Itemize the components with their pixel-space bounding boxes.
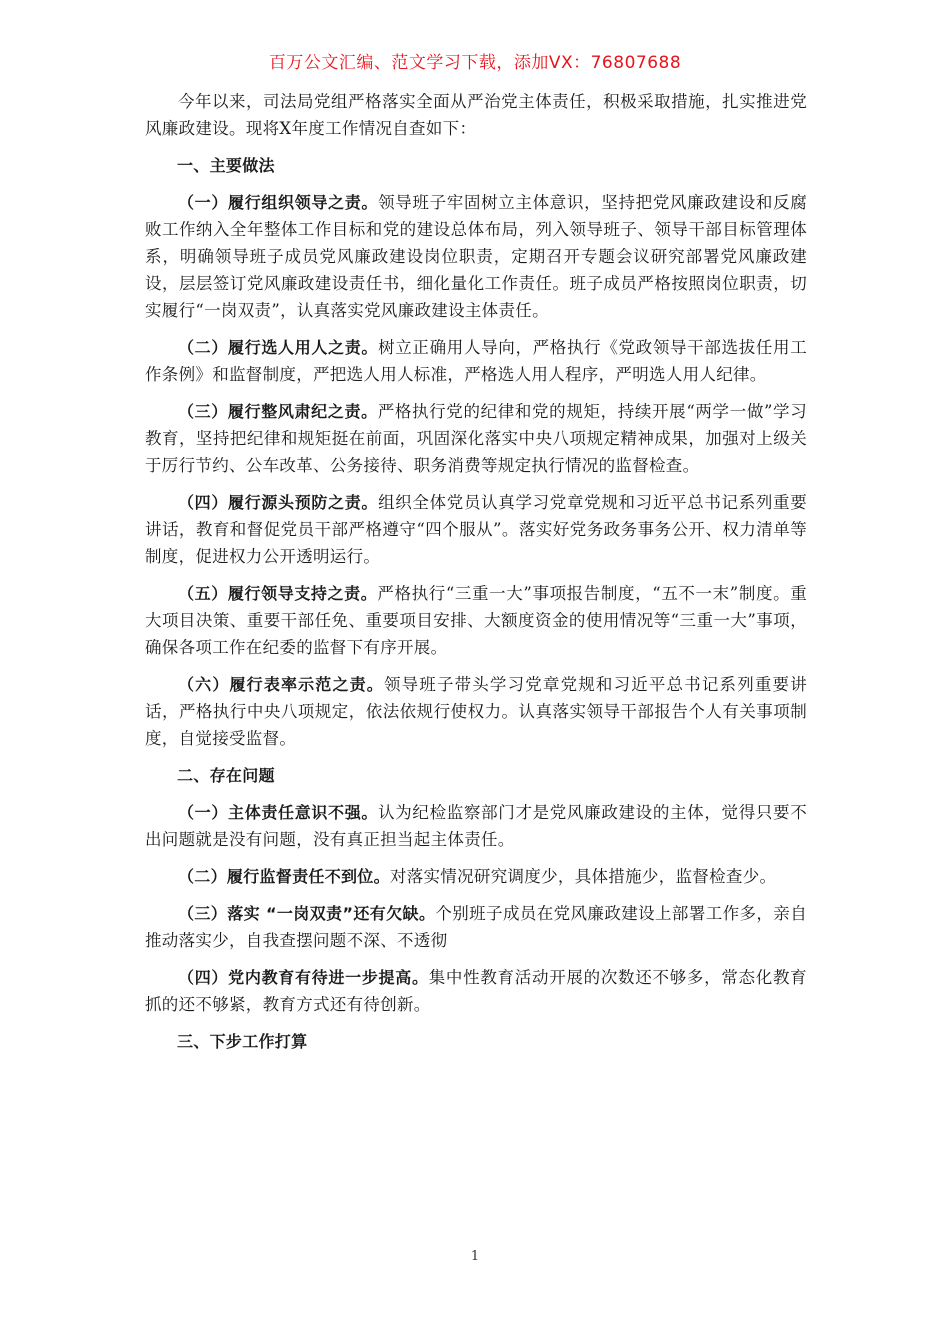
page-number: 1 xyxy=(470,1249,480,1264)
paragraph-text: 集中性教育活动开展的次数还不够多，常态化教育抓的还不够紧，教育方式还有待创新。 xyxy=(145,968,807,1014)
paragraph xyxy=(145,398,807,479)
section-heading-existing-problems: 二、存在问题 xyxy=(177,766,275,785)
paragraph-lead: （四）履行源头预防之责。 xyxy=(178,493,379,512)
paragraph-text: 个别班子成员在党风廉政建设上部署工作多，亲自推动落实少，自我查摆问题不深、不透彻 xyxy=(145,904,807,950)
paragraph-text: 认为纪检监察部门才是党风廉政建设的主体，觉得只要不出问题就是没有问题，没有真正担当起主体责任。 xyxy=(145,803,808,849)
download-banner: 百万公文汇编、范文学习下载，添加VX：76807688 xyxy=(268,53,682,73)
paragraph-text: 组织全体党员认真学习党章党规和习近平总书记系列重要讲话，教育和督促党员干部严格遵守“四个服从”。落实好党务政务事务公开、权力清单等制度，促进权力公开透明运行。 xyxy=(145,493,808,566)
paragraph-text: 树立正确用人导向，严格执行《党政领导干部选拔任用工作条例》和监督制度，严把选人用人标准，严格选人用人程序，严明选人用人纪律。 xyxy=(145,338,808,384)
paragraph-lead: （三）履行整风肃纪之责。 xyxy=(178,402,378,421)
section-heading-main-practices: 一、主要做法 xyxy=(177,156,275,175)
paragraph-lead: （二）履行监督责任不到位。 xyxy=(178,867,390,886)
paragraph-text: 严格执行“三重一大”事项报告制度，“五不一末”制度。重大项目决策、重要干部任免、重要项目安排、大额度资金的使用情况等“三重一大”事项，确保各项工作在纪委的监督下有序开展。 xyxy=(145,584,807,657)
paragraph-lead: （五）履行领导支持之责。 xyxy=(178,584,378,603)
paragraph xyxy=(145,964,807,1018)
intro-paragraph: 今年以来，司法局党组严格落实全面从严治党主体责任，积极采取措施，扎实推进党风廉政建设。现将X年度工作情况自查如下： xyxy=(145,92,807,138)
paragraph-lead: （四）党内教育有待进一步提高。 xyxy=(178,968,429,987)
paragraph-text: 领导班子带头学习党章党规和习近平总书记系列重要讲话，严格执行中央八项规定，依法依规行使权力。认真落实领导干部报告个人有关事项制度，自觉接受监督。 xyxy=(145,675,807,748)
paragraph xyxy=(145,489,807,570)
paragraph xyxy=(145,580,807,661)
paragraph-text: 严格执行党的纪律和党的规矩，持续开展“两学一做”学习教育，坚持把纪律和规矩挺在前面，巩固深化落实中央八项规定精神成果，加强对上级关于厉行节约、公车改革、公务接待、职务消费等规定执行情况的监督检查。 xyxy=(145,402,807,475)
paragraph xyxy=(145,900,807,954)
paragraph-text: 领导班子牢固树立主体意识，坚持把党风廉政建设和反腐败工作纳入全年整体工作目标和党的建设总体布局，列入领导班子、领导干部目标管理体系，明确领导班子成员党风廉政建设岗位职责，定期召开专题会议研究部署党风廉政建设，层层签订党风廉政建设责任书，细化量化工作责任。班子成员严格按照岗位职责，切实履行“一岗双责”，认真落实党风廉政建设主体责任。 xyxy=(145,193,808,320)
paragraph-lead: （一）履行组织领导之责。 xyxy=(178,193,379,212)
paragraph xyxy=(145,799,807,853)
paragraph-lead: （一）主体责任意识不强。 xyxy=(178,803,379,822)
paragraph xyxy=(145,189,807,324)
paragraph xyxy=(145,863,807,890)
paragraph-lead: （六）履行表率示范之责。 xyxy=(178,675,384,694)
paragraph-lead: （二）履行选人用人之责。 xyxy=(178,338,379,357)
document-body xyxy=(145,88,807,1065)
paragraph xyxy=(145,671,807,752)
section-heading-next-steps: 三、下步工作打算 xyxy=(177,1032,308,1051)
paragraph-lead: （三）落实 “一岗双责”还有欠缺。 xyxy=(178,904,436,923)
paragraph xyxy=(145,334,807,388)
paragraph-text: 对落实情况研究调度少，具体措施少，监督检查少。 xyxy=(389,867,777,886)
